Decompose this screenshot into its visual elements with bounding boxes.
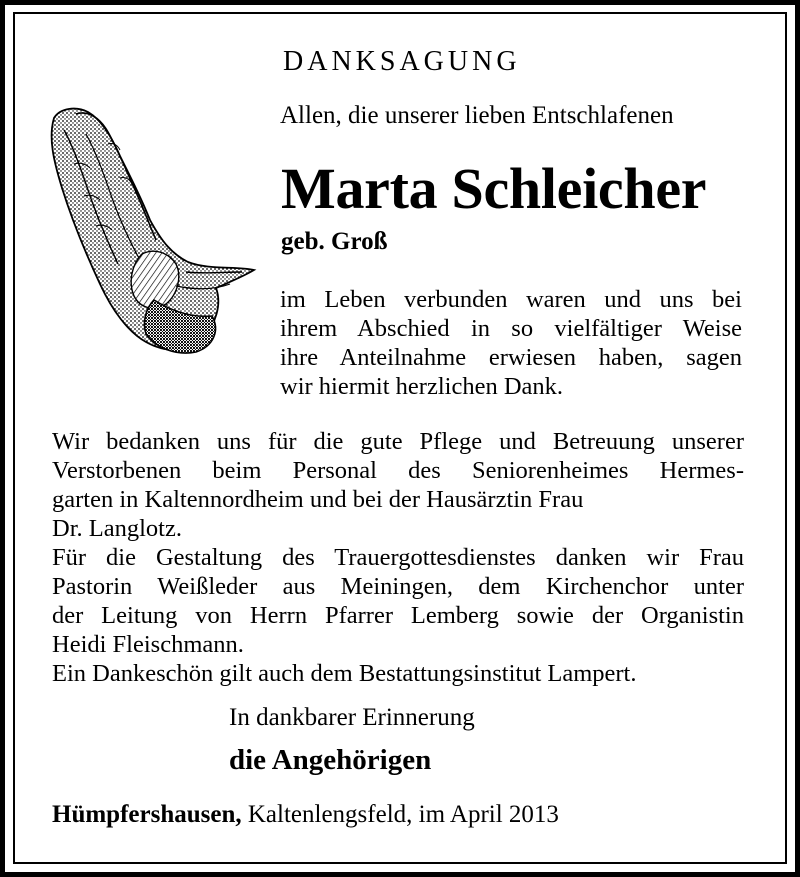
body-line: Heidi Fleischmann. [52, 631, 244, 658]
body-line: der Leitung von Herrn Pfarrer Lemberg sowie der Organistin [52, 602, 744, 629]
notice-heading: DANKSAGUNG [283, 46, 521, 77]
closing-line: In dankbarer Erinnerung [229, 704, 475, 731]
praying-hands-icon [46, 104, 258, 356]
thanks-line: ihrem Abschied in so vielfältiger Weise [280, 315, 742, 342]
body-line: Wir bedanken uns für die gute Pflege und Betreuung unserer [52, 428, 744, 455]
deceased-name: Marta Schleicher [281, 156, 707, 221]
body-line: Ein Dankeschön gilt auch dem Bestattungsinstitut Lampert. [52, 660, 637, 687]
body-line: Dr. Langlotz. [52, 515, 182, 542]
body-line: garten in Kaltennordheim und bei der Hausärztin Frau [52, 486, 584, 513]
body-line: Für die Gestaltung des Trauergottesdienstes danken wir Frau [52, 544, 744, 571]
maiden-name: geb. Groß [281, 228, 388, 255]
thanks-paragraph [280, 285, 742, 401]
intro-line: Allen, die unserer lieben Entschlafenen [280, 102, 674, 129]
place-date-line [52, 799, 559, 831]
thanks-line: ihre Anteilnahme erwiesen haben, sagen [280, 344, 742, 371]
place-date: Kaltenlengsfeld, im April 2013 [241, 801, 559, 828]
body-line: Pastorin Weißleder aus Meiningen, dem Kirchenchor unter [52, 573, 744, 600]
family-signoff: die Angehörigen [229, 744, 432, 776]
body-paragraph [52, 427, 744, 688]
thanks-line: im Leben verbunden waren und uns bei [280, 286, 742, 313]
place-name: Hümpfershausen, [52, 801, 242, 828]
thanks-line: wir hiermit herzlichen Dank. [280, 373, 564, 400]
body-line: Verstorbenen beim Personal des Seniorenheimes Hermes- [52, 457, 744, 484]
